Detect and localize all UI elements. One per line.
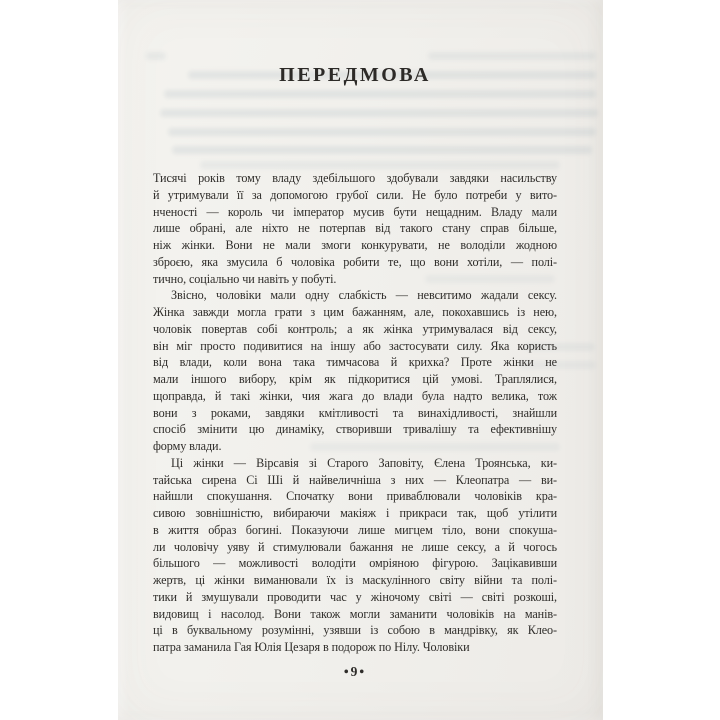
text-line: лише обрані, але ніхто не потерпав від такого стану справ більше, [153,221,557,236]
text-line: тично, соціально чи навіть у побуті. [153,271,337,286]
text-line: форму влади. [153,439,222,453]
text-column [153,0,557,720]
text-line: тайська сирена Сі Ші й найвеличніша з них — Клеопатра — ви- [153,472,557,487]
text-line: спосіб змінити цю динаміку, створивши тривалішу та ефективнішу [153,422,557,437]
text-line: ли чоловічу уяву й стимулювали бажання не лише сексу, а й чогось [153,539,557,554]
text-line: від влади, коли вона така тимчасова й крихка? Проте жінки не [153,355,557,370]
text-line: нченості — король чи імператор мусив бути нещадним. Владу мали [153,204,557,219]
text-line: патра заманила Гая Юлія Цезаря в подорож по Нілу. Чоловіки [153,640,470,654]
text-line: й утримували її за допомогою грубої сили. Не було потреби у вито- [153,187,557,202]
page-number: •9• [343,664,367,679]
text-line: ніж жінки. Вони не мали змоги конкурувати, не володіли жодною [153,238,557,252]
paragraph [153,455,557,656]
text-line: вони з роками, завдяки кмітливості та винахідливості, знайшли [153,405,557,420]
text-line: найшли спокушання. Спочатку вони приваблювали чоловіків кра- [153,489,557,504]
text-line: щоправда, й такі жінки, чия жага до влади була надто велика, тож [153,388,557,403]
text-line: в життя образ богині. Показуючи лише мигцем тіло, вони спокуша- [153,522,557,537]
text-line: ці в буквальному розумінні, узявши із собою в мандрівку, як Клео- [153,623,557,638]
page-title: ПЕРЕДМОВА [279,64,431,86]
text-line: більшого — можливості володіти омріяною фігурою. Зацікавивши [153,556,557,571]
text-line: видовищ і насолод. Вони також могли заманити чоловіків на манів- [153,606,557,621]
text-line: Ці жінки — Вірсавія зі Старого Заповіту, Єлена Троянська, ки- [171,455,557,470]
text-line: тики й змушували проводити час у жіночому світі — світі розкоші, [153,589,557,604]
body-text [153,170,557,656]
text-line: Звісно, чоловіки мали одну слабкість — невситимо жадали сексу. [171,288,557,303]
text-line: він міг просто подивитися на іншу або застосувати силу. Яка користь [153,338,557,353]
text-line: жертв, ці жінки виманювали їх із маскулінного світу війни та полі- [153,573,557,587]
text-line: зброєю, яка змусила б чоловіка робити те, що вони хотіли, — полі- [153,254,557,269]
text-line: мали іншого вибору, крім як підкоритися цій умові. Траплялися, [153,372,557,386]
paragraph [153,170,557,287]
text-line: сивою зовнішністю, вибираючи макіяж і прикраси так, щоб утілити [153,506,557,520]
paragraph [153,287,557,455]
text-line: чоловік повертав собі контроль; а як жінка утримувалася від сексу, [153,321,557,336]
text-line: Жінка завжди могла грати з цим бажанням, але, покохавшись із нею, [153,305,557,319]
text-line: Тисячі років тому владу здебільшого здобували завдяки насильству [153,171,557,185]
book-page-photo [118,0,603,720]
